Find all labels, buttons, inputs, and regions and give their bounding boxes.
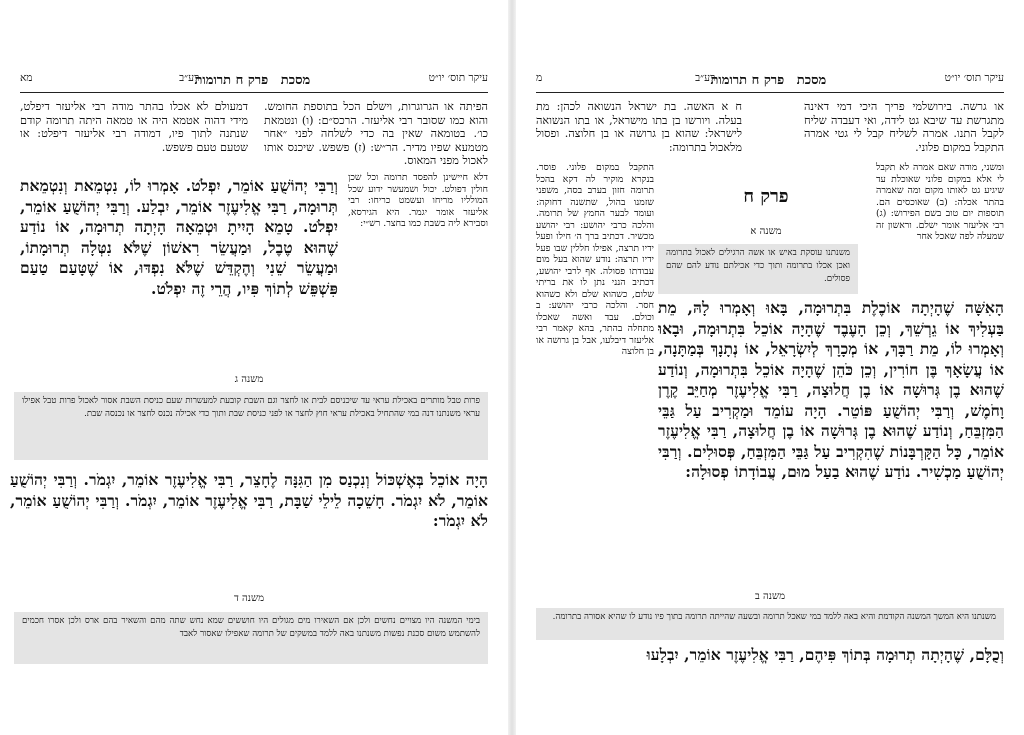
mishna-label-a: משנה א	[750, 226, 782, 237]
running-head	[20, 70, 488, 93]
mishna-label-g: משנה ג	[234, 374, 264, 385]
mishna-text-a: הָאִשָּׁה שֶׁהָיְתָה אוֹכֶלֶת בִּתְרוּמָה, בָּאוּ וְאָמְרוּ לָהּ, מֵת בַּעְלִיךְ אוֹ גֵרְשֵׁךְ, וְכֵן הָעֶבֶד שֶׁהָיָה אוֹכֵל בִּתְרוּמָה, וּבָאוּ וְאָמְרוּ לוֹ, מֵת רַבָּךְ, אוֹ מְכָרָךְ לְיִשְׂרָאֵל, אוֹ נְתָנָךְ בְּמַתָּנָה, אוֹ עֲשָׂאָךְ בֶּן חוֹרִין, וְכֵן כֹּהֵן שֶׁהָיָה אוֹכֵל בִּתְרוּמָה, וְנוֹדַע שֶׁהוּא בֶן גְּרוּשָׁה אוֹ בֶן חֲלוּצָה, רַבִּי אֱלִיעֶזֶר מְחַיֵּב קֶרֶן וָחֹמֶשׁ, וְרַבִּי יְהוֹשֻׁעַ פּוֹטֵר. הָיָה עוֹמֵד וּמַקְרִיב עַל גַּבֵּי הַמִּזְבֵּחַ, וְנוֹדַע שֶׁהוּא בֶן גְּרוּשָׁה אוֹ בֶן חֲלוּצָה, רַבִּי אֱלִיעֶזֶר אוֹמֵר, כָּל הַקָּרְבָּנוֹת שֶׁהִקְרִיב עַל גַּבֵּי הַמִּזְבֵּחַ, פְּסוּלִים. וְרַבִּי יְהוֹשֻׁעַ מַכְשִׁיר. נוֹדַע שֶׁהוּא בַעַל מוּם, עֲבוֹדָתוֹ פְסוּלָה:	[658, 298, 1004, 481]
running-head-chapter: פרק ח תרומות	[194, 73, 269, 88]
chapter-title: פרק ח	[743, 186, 789, 207]
page-number: מ	[536, 72, 543, 84]
explanation-box-b: משנתנו היא המשך המשנה הקודמת והיא באה ללמד במי שאכל תרומה ובשעה שהייתה תרומה בתוך פיו נודע לו שהיא אסורה בתרומה.	[536, 608, 1004, 640]
commentary-top-left: ח א האשה. בת ישראל הנשואה לכהן: מת בעלה. ויורשו בן בתו מישראל, או בתו הנשואה לישראל: שהוא בן גרושה או בן חלוצה. ופסול מלאכול בתרומה:	[536, 100, 742, 154]
explanation-box-g: פרות טבל מותרים באכילת עראי עד שיכניסם לבית או לחצר וגם השבת קובעת למעשרות שעם כניסת השבת אסור לאכול פרות טבל אפילו עראי משנתנו דנה במי שהתחיל באכילת עראי חוץ לחצר או לפני כניסת שבת ותוך כדי אכילה נכנס לחצר או נכנסה שבת.	[14, 392, 488, 460]
mishna-text-g: הָיָה אוֹכֵל בְּאֶשְׁכּוֹל וְנִכְנַס מִן הַגִּנָּה לֶחָצֵר, רַבִּי אֱלִיעֶזֶר אוֹמֵר, יִגְמֹר. וְרַבִּי יְהוֹשֻׁעַ אוֹמֵר, לֹא יִגְמֹר. חָשֵׁכָה לֵילֵי שַׁבָּת, רַבִּי אֱלִיעֶזֶר אוֹמֵר, יִגְמֹר. וְרַבִּי יְהוֹשֻׁעַ אוֹמֵר, לֹא יִגְמֹר:	[10, 470, 488, 530]
commentary-top-right: או גרשה. בירושלמי פריך היכי דמי דאינה מתגרשת עד שיבא גט לידה, ואי דעבדה שליח לקבל התנו. אמרה לשליח קבל לי גטי אמרה התקבל במקום פלוני.	[804, 100, 1004, 154]
commentary-narrow-column: דלא חיישינן להפסד תרומה וכל שכן חולין דפולט. יכול ושמעשר ידוע שכל המולליו מריחו ועשמט כריחו: רבי אליעזר אומר יגמר. היא הגירסא, וסבירא ליה בשבת כמו בחצר. רש״י:	[348, 172, 488, 229]
running-head-tractate	[194, 72, 310, 88]
running-head-masechet: מסכת	[280, 73, 311, 88]
running-head-tractate	[710, 72, 826, 88]
right-page	[516, 0, 1024, 735]
running-head-folio: רע״ב	[695, 72, 716, 84]
book-gutter	[508, 0, 516, 735]
left-page	[0, 0, 508, 735]
explanation-box-a: משנתנו עוסקת באיש או אשה הרגילים לאכול בתרומה ואכן אכלו בתרומה ותוך כדי אכילתם נודע להם שהם פסולים.	[658, 244, 858, 294]
running-head-tosafot: עיקר תוס׳ יו״ט	[944, 72, 1004, 84]
commentary-top-right: הפיתה או הגרוגרות, וישלם הכל בתוספת החומש. והוא כמו שסובר רבי אליעזר. הרכס״ם: (ו) ונטמאת כו׳. בטומאה שאין בה כדי לשלחה לפני ״אחר מטמעא שפיו מדיר. הר״ש: (ז) פשפש. שיכנס אותו לאכול מפני המאוס.	[264, 100, 488, 167]
explanation-box-d: בימי המשנה היו מצויים נחשים ולכן אם השאירו מים מגולים היו חוששים שמא נחש שתה מהם והשאיר בהם ארס ולכן אסרו חכמים להשתמש משום סכנת נפשות משנתנו באה ללמד במשקים של תרומה שאפילו שאסור לאבד	[14, 612, 488, 664]
mishna-label-d: משנה ד	[234, 593, 264, 604]
running-head	[536, 70, 1004, 93]
mishna-text-b: וְכֻלָּם, שֶׁהָיְתָה תְרוּמָה בְּתוֹךְ פִּיהֶם, רַבִּי אֱלִיעֶזֶר אוֹמֵר, יִבְלָעוּ	[646, 645, 1004, 664]
commentary-top-left: דמעולם לא אכלו בהתר מודה רבי אליעזר דיפלט, מידי דהוה אטמא היה או טמאה היתה תרומה קודם שנתנה לתוך פיו, דמודה רבי אליעזר דיפלט: או שטעם טעם פשפש.	[20, 100, 248, 154]
commentary-side-column: התקבל במקום פלוני. פוסר. בנקרא מוקיר לה דקא בהכל תרומה חזון בערב בסה, משפני שזמנו בהול, שתשנה דחוקה: ועומד לבער החמץ של תרומה. והלכה כרבי יהושע: רבי יהושע מכשיר. דכתיב ברך ה׳ חילו ופעל ידיו תרצה, אפילו חללין שבו פעל ידיו תרצה: נודע שהוא בעל מום עבודתו פסולה. אף לרבי יהושע, דכתיב הנני נתן לו את בריתי שלום, כשהוא שלם ולא כשהוא חסר. והלכה כרבי יהושע: ב וכולם. עבד ואשה שאכלו מתחלה בהתר, בהא קאמר רבי אליעזר דיבלעו, אבל בן גרושה או בן חלוצה	[536, 162, 654, 357]
mishna-text-continued: וְרַבִּי יְהוֹשֻׁעַ אוֹמֵר, יִפְלֹט. אָמְרוּ לוֹ, נִטְמֵאת וְנִטְמֵאת תְּרוּמָה, רַבִּי אֱלִיעֶזֶר אוֹמֵר, יִבְלַע. וְרַבִּי יְהוֹשֻׁעַ אוֹמֵר, יִפְלֹט. טָמֵא הָיִיתָ וּטְמֵאָה הָיְתָה תְרוּמָה, אוֹ נוֹדַע שֶׁהוּא טֶבֶל, וּמַעֲשֵׂר רִאשׁוֹן שֶׁלֹּא נִטְּלָה תְרוּמָתוֹ, וּמַעֲשֵׂר שֵׁנִי וְהֶקְדֵּשׁ שֶׁלֹּא נִפְדּוּ, אוֹ שֶׁטָּעַם טַעַם פִּשְׁפֵּשׁ לְתוֹךְ פִּיו, הֲרֵי זֶה יִפְלֹט.	[20, 176, 338, 298]
commentary-narrow-column: ומשני, מודה שאם אמרה לא תקבל לי אלא במקום פלוני שאוכלת עד שיגיע גט לאותו מקום ומה שאמרה בהתר אכלה: (ב) שאוכסים הם. תוספות יום טוב בשם הפירוש: (ג) רבי אליעזר אומר ישלם. וראשון זה שמעלה לפה שאכל אחר	[876, 162, 1004, 242]
running-head-chapter: פרק ח תרומות	[710, 73, 785, 88]
running-head-tosafot: עיקר תוס׳ יו״ט	[428, 72, 488, 84]
running-head-masechet: מסכת	[796, 73, 827, 88]
running-head-folio: רע״ב	[179, 72, 200, 84]
page-number: מא	[20, 72, 33, 84]
mishna-label-b: משנה ב	[754, 591, 785, 602]
